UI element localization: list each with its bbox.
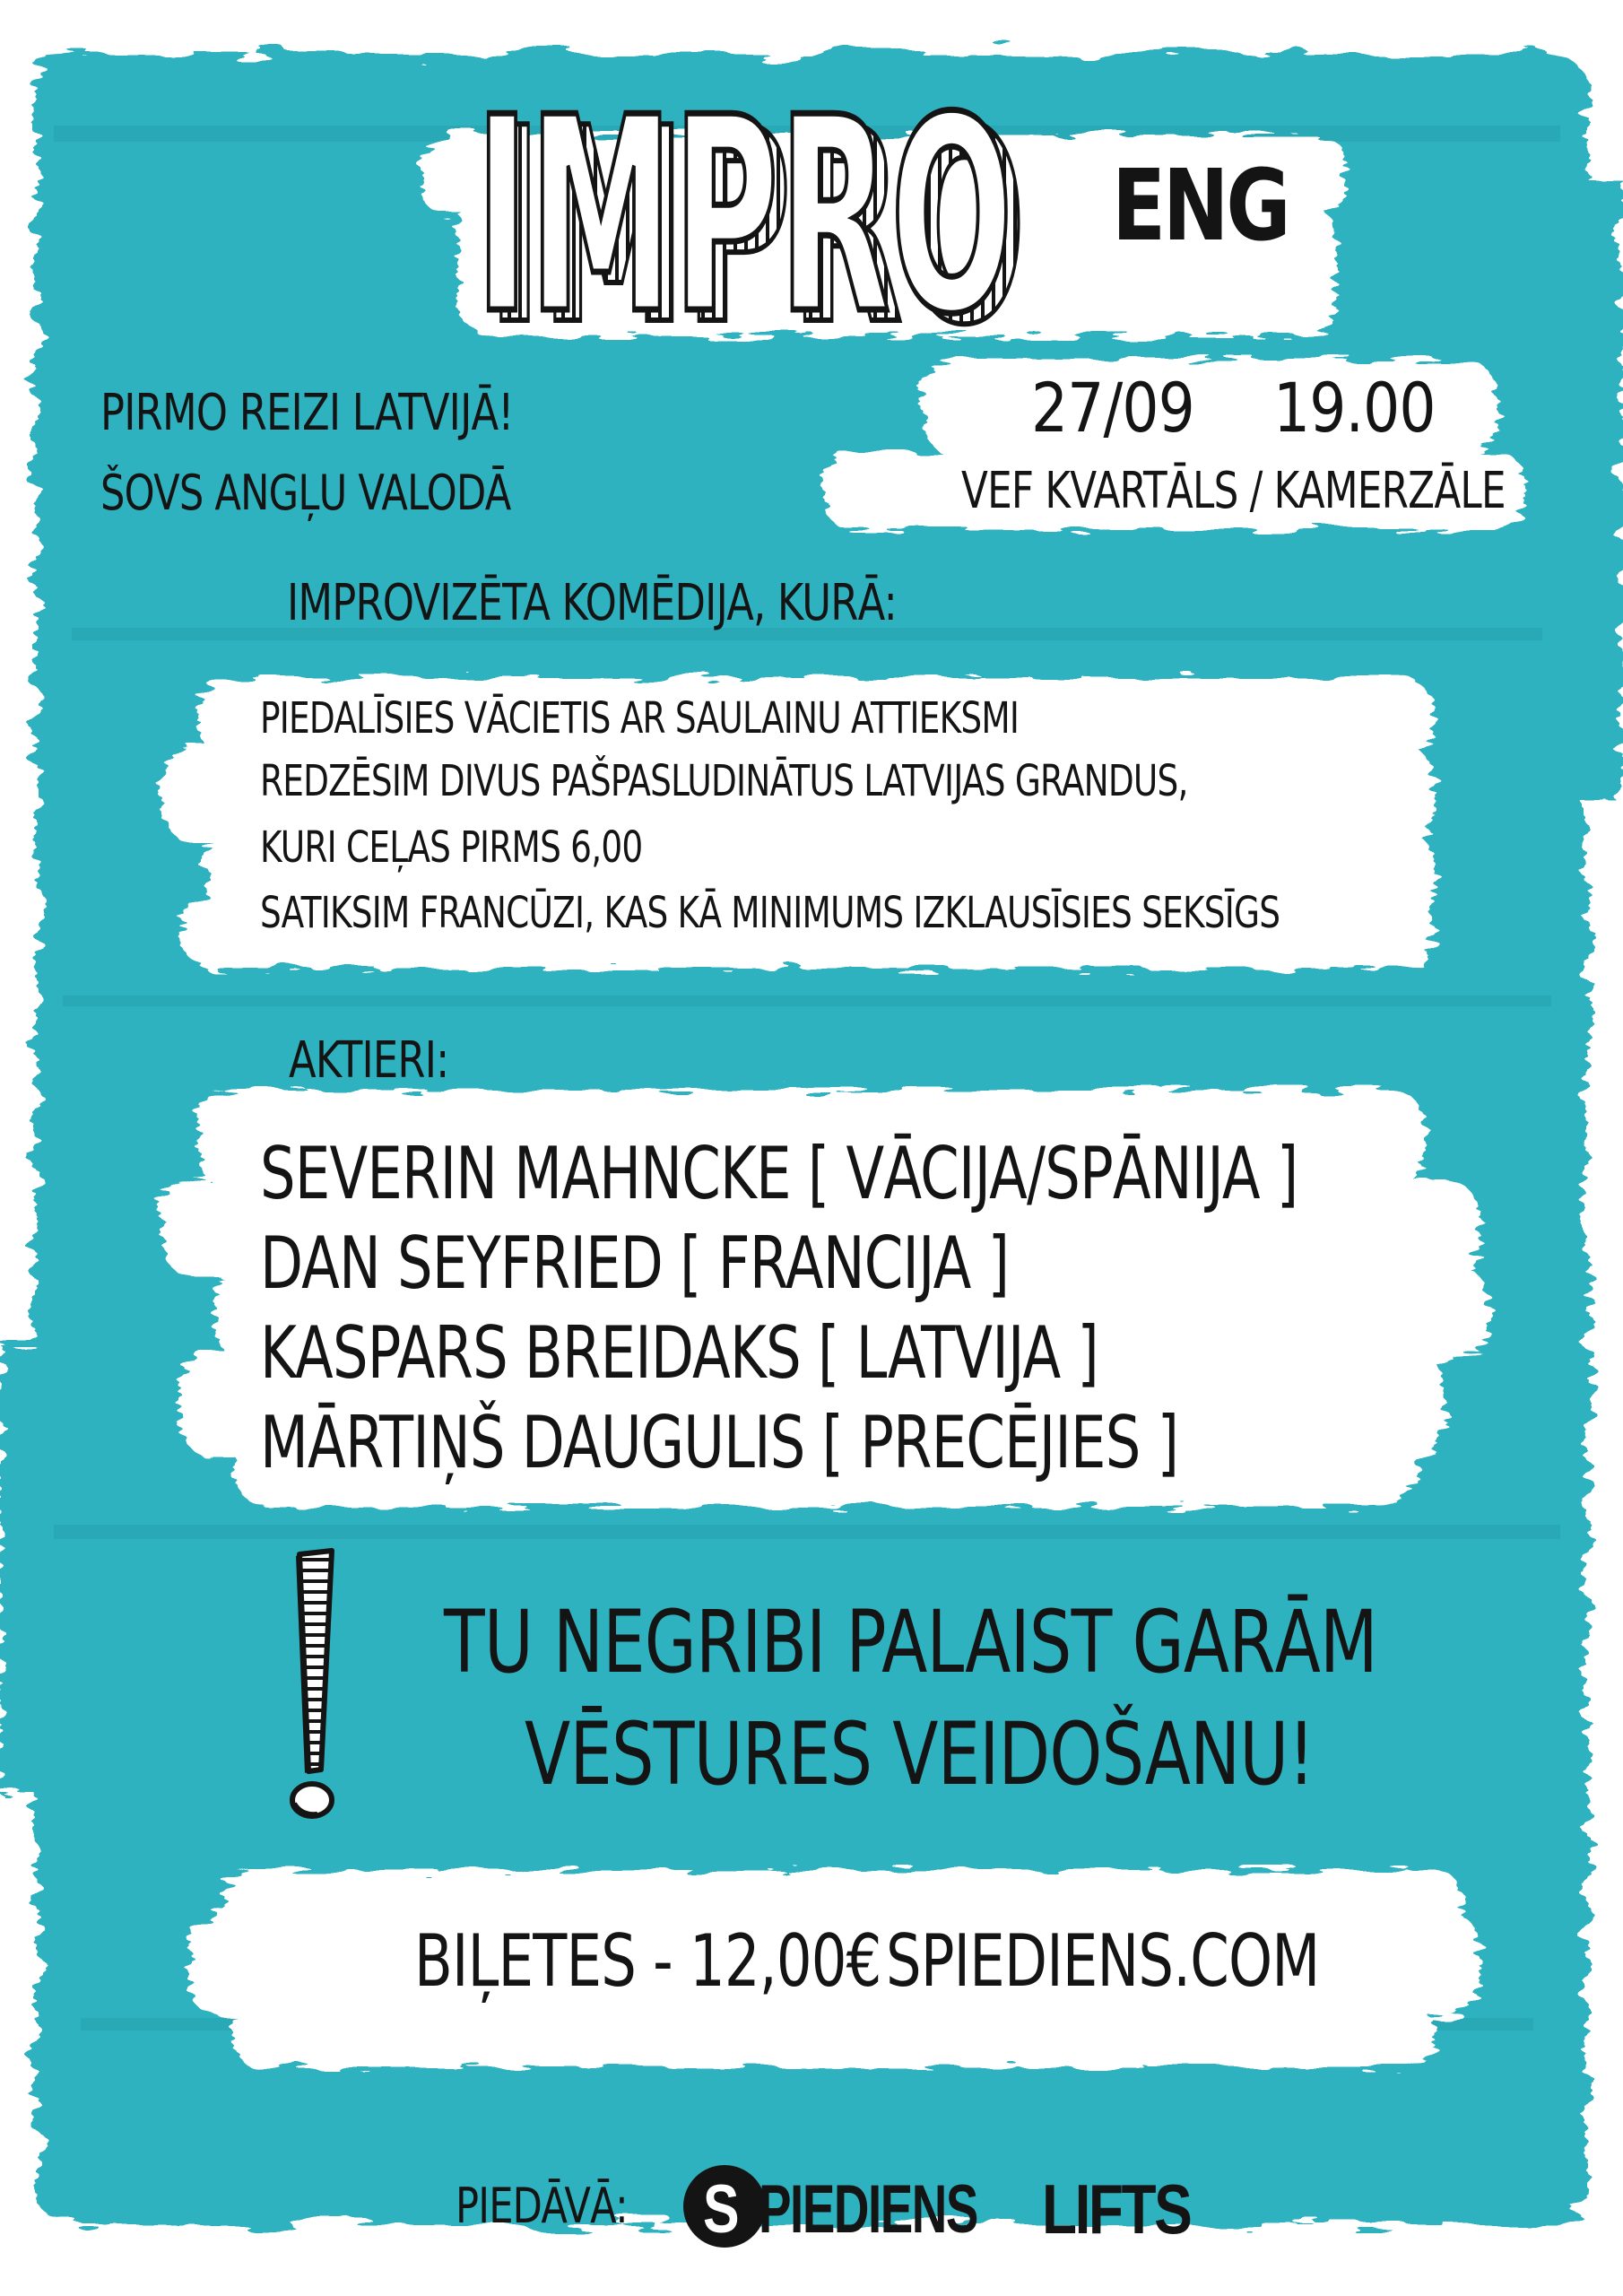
- spiediens-logo: [683, 2163, 1042, 2253]
- lifts-logo: LIFTS: [1042, 2170, 1191, 2248]
- spiediens-logo-text: PIEDIENS: [759, 2171, 977, 2248]
- exclamation-icon: [269, 1547, 359, 1825]
- impro-title-text: IMPRO: [475, 85, 1013, 354]
- event-date: 27/09: [1031, 368, 1194, 448]
- event-venue: VEF KVARTĀLS / KAMERZĀLE: [961, 462, 1506, 520]
- sponsors-label: PIEDĀVĀ:: [456, 2178, 628, 2234]
- actors-heading: AKTIERI:: [289, 1031, 449, 1090]
- actor-item: KASPARS BREIDAKS [ LATVIJA ]: [260, 1311, 1099, 1395]
- callout-line: VĒSTURES VEIDOŠANU!: [525, 1704, 1315, 1805]
- event-time: 19.00: [1273, 368, 1436, 448]
- actor-item: MĀRTIŅŠ DAUGULIS [ PRECĒJIES ]: [260, 1401, 1179, 1484]
- description-heading: IMPROVIZĒTA KOMĒDIJA, KURĀ:: [287, 574, 897, 632]
- spiediens-logo-letter: S: [703, 2171, 740, 2248]
- eng-label: ENG: [1112, 148, 1289, 263]
- actor-item: SEVERIN MAHNCKE [ VĀCIJA/SPĀNIJA ]: [260, 1132, 1298, 1215]
- ticket-price: BIĻETES - 12,00€: [414, 1919, 881, 2003]
- description-line: SATIKSIM FRANCŪZI, KAS KĀ MINIMUMS IZKLAUSĪSIES SEKSĪGS: [260, 888, 1280, 938]
- description-line: KURI CEĻAS PIRMS 6,00: [260, 822, 643, 873]
- actor-item: DAN SEYFRIED [ FRANCIJA ]: [260, 1222, 1010, 1305]
- callout-line: TU NEGRIBI PALAIST GARĀM: [444, 1592, 1377, 1692]
- tagline-first-time: PIRMO REIZI LATVIJĀ!: [100, 384, 514, 442]
- description-line: PIEDALĪSIES VĀCIETIS AR SAULAINU ATTIEKSMI: [260, 693, 1020, 744]
- tagline-english-show: ŠOVS ANGĻU VALODĀ: [100, 465, 511, 521]
- description-line: REDZĒSIM DIVUS PAŠPASLUDINĀTUS LATVIJAS GRANDUS,: [260, 756, 1188, 806]
- impro-title-logo: [475, 85, 1067, 354]
- impro-title-shadow: IMPRO: [488, 85, 1026, 354]
- ticket-website[interactable]: SPIEDIENS.COM: [886, 1919, 1320, 2003]
